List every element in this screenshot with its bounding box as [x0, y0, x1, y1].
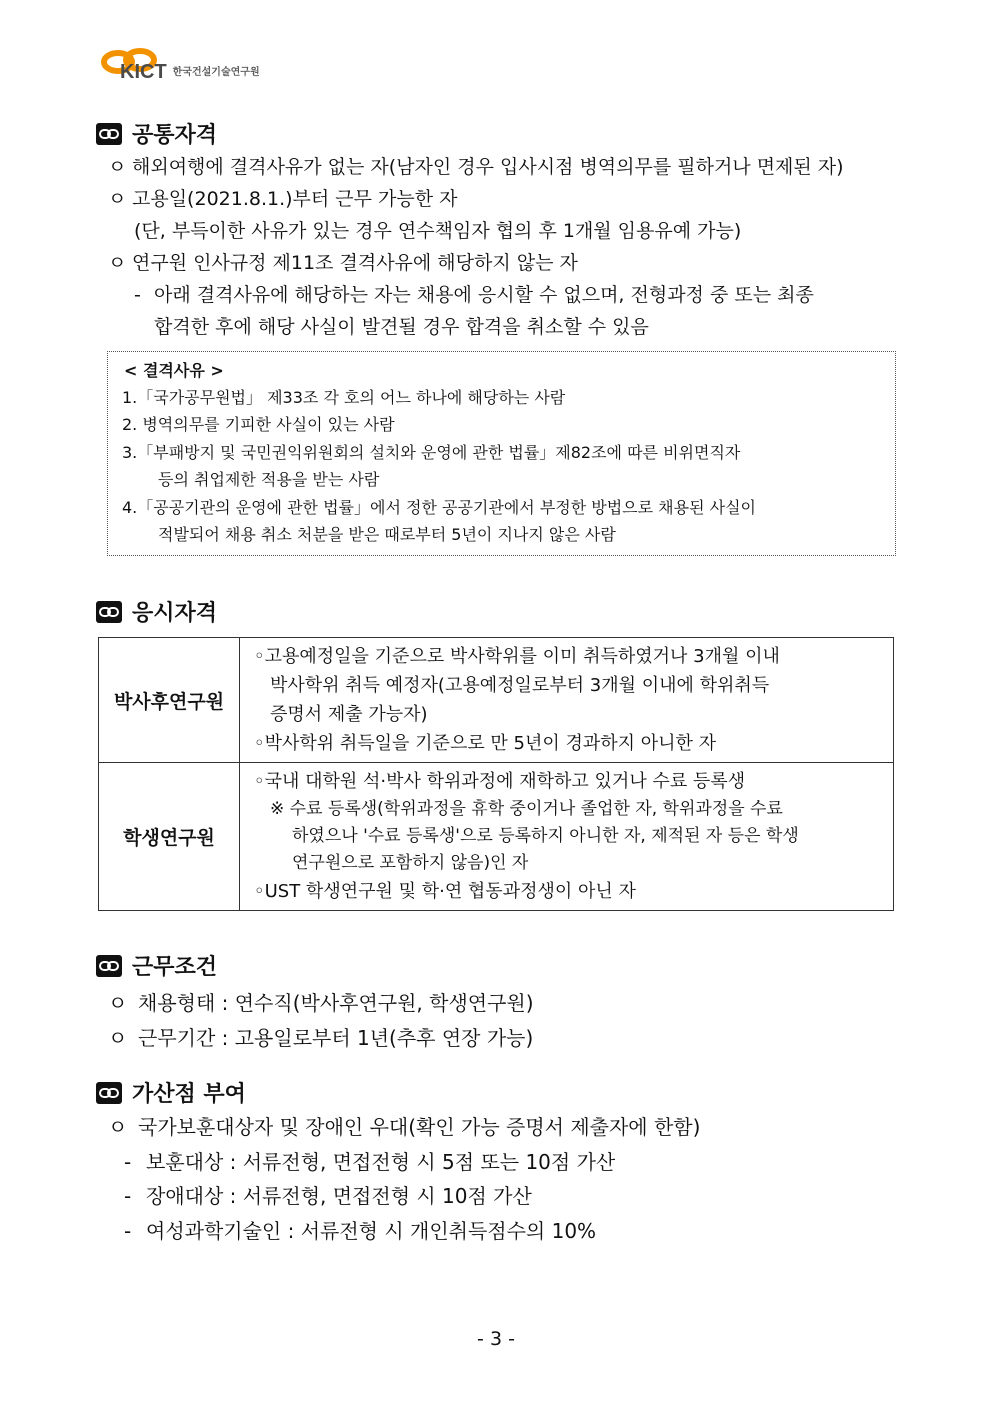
heading-bonus — [96, 1077, 246, 1108]
disqual-row-4-cont: 적발되어 채용 취소 처분을 받은 때로부터 5년이 지나지 않은 사람 — [158, 525, 616, 544]
link-icon — [96, 955, 122, 977]
postdoc-label: 박사후연구원 — [99, 638, 240, 763]
disqual-row-1: 1.「국가공무원법」 제33조 각 호의 어느 하나에 해당하는 사람 — [122, 388, 566, 407]
table-row — [99, 763, 894, 911]
link-icon — [96, 1082, 122, 1104]
link-icon — [96, 123, 122, 145]
disqual-row-4: 4.「공공기관의 운영에 관한 법률」에서 정한 공공기관에서 부정한 방법으로 채용된 사실이 — [122, 498, 756, 517]
postdoc-detail: ◦고용예정일을 기준으로 박사학위를 이미 취득하였거나 3개월 이내 박사학위 취득 예정자(고용예정일로부터 3개월 이내에 학위취득 증명서 제출 가능자) ◦박사학위 취득일을 기준으로 만 5년이 경과하지 아니한 자 — [240, 638, 894, 763]
common-item-3: ㅇ 연구원 인사규정 제11조 결격사유에 해당하지 않는 자 — [108, 252, 578, 274]
student-detail: ◦국내 대학원 석·박사 학위과정에 재학하고 있거나 수료 등록생 ※ 수료 등록생(학위과정을 휴학 중이거나 졸업한 자, 학위과정을 수료 하였으나 '수료 등록생'으로 등록하지 아니한 자, 제적된 자 등은 학생 연구원으로 포함하지 않음)인 자 ◦UST 학생연구원 및 학·연 협동과정생이 아닌 자 — [240, 763, 894, 911]
heading-bonus-text: 가산점 부여 — [132, 1082, 246, 1107]
bonus-sub-1: - 보훈대상 : 서류전형, 면접전형 시 5점 또는 10점 가산 — [124, 1150, 616, 1174]
conditions-item-2: ㅇ 근무기간 : 고용일로부터 1년(추후 연장 가능) — [108, 1026, 534, 1050]
common-item-3-sub: - 아래 결격사유에 해당하는 자는 채용에 응시할 수 없으며, 전형과정 중 또는 최종 — [134, 284, 814, 306]
table-row — [99, 638, 894, 763]
common-item-2: ㅇ 고용일(2021.8.1.)부터 근무 가능한 자 — [108, 188, 458, 210]
conditions-item-1: ㅇ 채용형태 : 연수직(박사후연구원, 학생연구원) — [108, 991, 534, 1015]
eligibility-table — [98, 637, 894, 911]
disqual-row-3-cont: 등의 취업제한 적용을 받는 사람 — [158, 470, 380, 489]
student-label: 학생연구원 — [99, 763, 240, 911]
page-number: - 3 - — [477, 1328, 515, 1350]
disqual-row-2: 2. 병역의무를 기피한 사실이 있는 사람 — [122, 415, 395, 434]
heading-eligibility — [96, 596, 217, 627]
bonus-item-1: ㅇ 국가보훈대상자 및 장애인 우대(확인 가능 증명서 제출자에 한함) — [108, 1115, 701, 1139]
bonus-sub-3: - 여성과학기술인 : 서류전형 시 개인취득점수의 10% — [124, 1219, 597, 1243]
heading-conditions — [96, 950, 217, 981]
common-item-2-note: (단, 부득이한 사유가 있는 경우 연수책임자 협의 후 1개월 임용유예 가능) — [134, 220, 742, 242]
logo-org: 한국건설기술연구원 — [172, 66, 260, 78]
bonus-sub-2: - 장애대상 : 서류전형, 면접전형 시 10점 가산 — [124, 1184, 532, 1208]
heading-common-text: 공통자격 — [132, 123, 218, 148]
kict-logo — [96, 48, 260, 82]
heading-common — [96, 118, 217, 149]
heading-eligibility-text: 응시자격 — [132, 601, 218, 626]
disqual-row-3: 3.「부패방지 및 국민권익위원회의 설치와 운영에 관한 법률」제82조에 따른 비위면직자 — [122, 443, 741, 462]
heading-conditions-text: 근무조건 — [132, 955, 218, 980]
disqual-title: < 결격사유 > — [124, 361, 224, 380]
common-item-3-sub-cont: 합격한 후에 해당 사실이 발견될 경우 합격을 취소할 수 있음 — [154, 316, 649, 338]
disqualification-box — [107, 351, 896, 556]
logo-text: KICT — [120, 60, 167, 83]
common-item-1: ㅇ 해외여행에 결격사유가 없는 자(남자인 경우 입사시점 병역의무를 필하거나 면제된 자) — [108, 156, 844, 178]
link-icon — [96, 601, 122, 623]
